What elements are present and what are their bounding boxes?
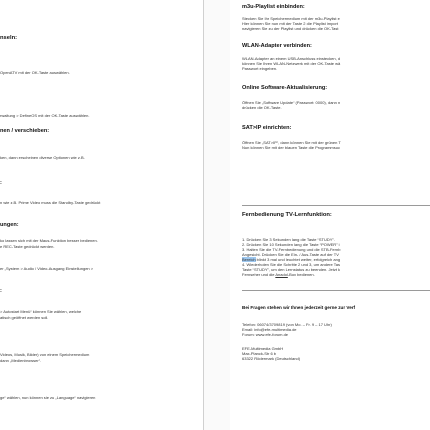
text-line: Passwort eingeben.	[242, 66, 278, 71]
underlined-word: Anadol	[275, 272, 288, 277]
section-heading: nseln:	[0, 35, 18, 41]
wlan-heading: WLAN-Adapter verbinden:	[242, 43, 312, 49]
text-line: Öffnen Sie „SAT>IP“, dann können Sie mit der grünen T	[242, 140, 341, 145]
section-heading: :	[0, 288, 2, 294]
text-line: Stecken Sie Ihr Speichermedium mit der m3u-Playlist e	[242, 16, 340, 21]
text-line: Nun können Sie mit der blauen Taste die Programmsuc	[242, 145, 340, 150]
update-heading: Online Software-Aktualisierung:	[242, 85, 328, 91]
text-line: drücken die OK-Taste.	[242, 105, 282, 110]
text-line: ken, dann erscheinen diverse Optionen wie z.B.	[0, 155, 85, 160]
text-line: navigieren Sie zu der Playlist und drücken die OK-Tast	[242, 26, 339, 31]
text-line: atisch geöffnet werden soll.	[0, 315, 49, 320]
text-line: OpenATV mit der OK-Taste auswählen.	[0, 70, 70, 75]
text-line: er „System > Audio / Video-Ausgang Einstellungen >	[0, 266, 94, 271]
section-heading: :	[0, 180, 2, 186]
phone-line: Telefon: 06074/3709819 (von Mo. – Fr. 9 – 17 Uhr)	[242, 322, 332, 327]
text-line: können Sie Ihren WLAN-Netzwerk mit der OK-Taste wä	[242, 61, 341, 66]
highlighted-word: Bereich	[242, 257, 256, 262]
company-line: EFE-Multimedia GmbH	[242, 346, 284, 351]
text-line: Angesicht. Drücken Sie die Ein- / Aus-Taste auf der TV	[242, 252, 339, 257]
text-line: e REC-Taste gedrückt werden.	[0, 244, 55, 249]
remote-heading: Fernbedienung TV-Lernfunktion:	[242, 212, 332, 218]
satip-heading: SAT>IP einrichten:	[242, 125, 292, 131]
street-line: Max-Planck-Str 6 b	[242, 351, 277, 356]
text-line: rwaltung > DefineOS mit der OK-Taste auswählen.	[0, 113, 90, 118]
contact-heading: Bei Fragen stehen wir Ihnen jederzeit gerne zur Verf	[242, 305, 356, 310]
right-page	[242, 0, 430, 430]
text-line: 4. Wiederholen Sie die Schritte 2 und 3, um andere Tas	[242, 262, 340, 267]
page-gutter	[204, 0, 230, 430]
text-line: Bereich blinkt 3 mal und leuchtet weiter, erfolgreich ang	[242, 257, 341, 262]
text-line: dann „Medienbrowser“.	[0, 358, 42, 363]
text-line: ge“ wählen, nun können sie zu „Language“ navigieren	[0, 395, 96, 400]
section-heading: nen / verschieben:	[0, 128, 50, 134]
text-line: ko lassen sich mit der Maus-Funktion besser bedienen.	[0, 238, 98, 243]
left-page	[0, 0, 200, 430]
text-line: Hier können Sie nun mit der Taste 2 die Playlist import	[242, 21, 338, 26]
text-line: Taste “STUDY”, um den Lernstatus zu beenden. Jetzt k	[242, 267, 341, 272]
section-heading: ungen:	[0, 222, 19, 228]
text-line: 2. Drücken Sie 10 Sekunden lang die Taste “POWER” i	[242, 242, 340, 247]
text-line: WLAN-Adapter an einem USB-Anschluss einstecken, d	[242, 56, 341, 61]
email-line: Email: info@efe-multimedia.de	[242, 327, 297, 332]
city-line: 63322 Rödermark (Deutschland)	[242, 356, 301, 361]
playlist-heading: m3u-Playlist einbinden:	[242, 4, 305, 10]
text-line: 1. Drücken Sie 3 Sekunden lang die Taste “STUDY”.	[242, 237, 335, 242]
text-line: Fernseher und die Anadol-Box bedienen.	[242, 272, 315, 277]
section-rule	[242, 205, 430, 206]
text-line: 3. Halten Sie die TV-Fernbedienung und die STB-Fernb	[242, 247, 341, 252]
text-line: n wie z.B. Prime Video muss die Standby-Taste gedrückt	[0, 200, 101, 205]
text-line: Öffnen Sie „Software Update“ (Passwort: 0000), dann n	[242, 100, 341, 105]
text-line: Videos, Musik, Bilder) von einem Speichermedium	[0, 352, 90, 357]
forum-line: Forum: www.efe-forum.de	[242, 332, 289, 337]
section-rule	[242, 290, 430, 291]
text-line: > Autostart Menü“ können Sie wählen, welche	[0, 309, 82, 314]
